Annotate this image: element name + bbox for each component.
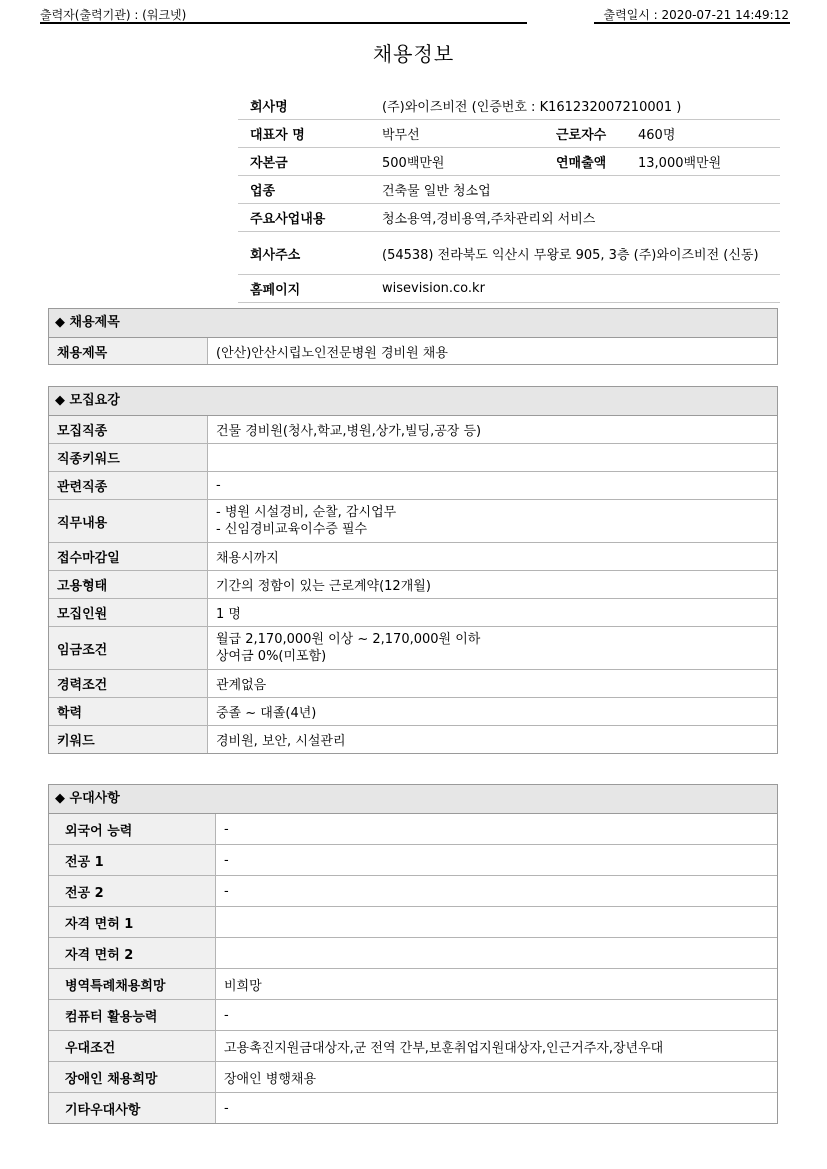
row-label: 병역특례채용희망 [49, 969, 216, 1000]
table-row [49, 907, 777, 938]
row-label: 경력조건 [49, 670, 208, 698]
row-value: - [216, 876, 778, 907]
homepage-value[interactable]: wisevision.co.kr [370, 275, 780, 303]
section-heading: ◆ 우대사항 [49, 785, 777, 814]
business-value: 청소용역,경비용역,주차관리외 서비스 [370, 204, 780, 232]
duty-line-1: - 병원 시설경비, 순찰, 감시업무 [216, 505, 397, 520]
homepage-label: 홈페이지 [238, 275, 370, 303]
row-value [208, 444, 778, 472]
wage-line-2: 상여금 0%(미포함) [216, 649, 327, 664]
ceo-label: 대표자 명 [238, 120, 370, 148]
row-value: 비희망 [216, 969, 778, 1000]
row-value: (안산)안산시립노인전문병원 경비원 채용 [216, 345, 448, 361]
company-name-row [238, 92, 780, 120]
row-label: 기타우대사항 [49, 1093, 216, 1124]
row-value: - [208, 472, 778, 500]
capital-value: 500백만원 [370, 148, 544, 176]
requirements-section [48, 386, 778, 754]
row-label: 관련직종 [49, 472, 208, 500]
row-label: 모집직종 [49, 416, 208, 444]
row-label: 학력 [49, 698, 208, 726]
table-row [49, 938, 777, 969]
company-name-label: 회사명 [238, 92, 370, 120]
ceo-value: 박무선 [370, 120, 544, 148]
row-label: 장애인 채용희망 [49, 1062, 216, 1093]
table-row [49, 543, 777, 571]
row-label: 자격 면허 2 [49, 938, 216, 969]
table-row [49, 444, 777, 472]
table-row [49, 416, 777, 444]
row-value: - [216, 845, 778, 876]
table-row [49, 571, 777, 599]
industry-row [238, 176, 780, 204]
row-value: - [224, 821, 229, 837]
table-row [49, 1093, 777, 1124]
table-row [49, 599, 777, 627]
row-value: 1 명 [208, 599, 778, 627]
row-label: 컴퓨터 활용능력 [49, 1000, 216, 1031]
table-row [49, 726, 777, 754]
employees-label: 근로자수 [544, 120, 626, 148]
row-value [216, 938, 778, 969]
row-value: - [216, 1000, 778, 1031]
header-rule-left [40, 22, 527, 24]
table-row [49, 1062, 777, 1093]
industry-value: 건축물 일반 청소업 [370, 176, 780, 204]
table-row [49, 845, 777, 876]
table-row [49, 1031, 777, 1062]
table-row [49, 876, 777, 907]
page-title: 채용정보 [372, 42, 455, 66]
row-label: 채용제목 [49, 338, 208, 364]
table-row [49, 472, 777, 500]
table-row [49, 338, 777, 364]
address-row [238, 232, 780, 275]
business-row [238, 204, 780, 232]
business-label: 주요사업내용 [238, 204, 370, 232]
row-value: 중졸 ~ 대졸(4년) [208, 698, 778, 726]
preferences-section [48, 784, 778, 1124]
header-rule-right [594, 22, 790, 24]
table-row [49, 670, 777, 698]
row-label: 접수마감일 [49, 543, 208, 571]
homepage-row [238, 275, 780, 303]
section-heading: ◆ 모집요강 [49, 387, 777, 416]
print-agency: 출력자(출력기관) : (워크넷) [40, 8, 187, 22]
wage-line-1: 월급 2,170,000원 이상 ~ 2,170,000원 이하 [216, 632, 481, 647]
row-label: 자격 면허 1 [49, 907, 216, 938]
row-label: 직무내용 [49, 500, 208, 543]
row-value: - [216, 1093, 778, 1124]
capital-label: 자본금 [238, 148, 370, 176]
employees-value: 460명 [626, 120, 780, 148]
table-row [49, 969, 777, 1000]
table-row [49, 1000, 777, 1031]
capital-row [238, 148, 780, 176]
sales-value: 13,000백만원 [626, 148, 780, 176]
row-value [208, 500, 778, 543]
row-label: 전공 2 [49, 876, 216, 907]
row-label: 우대조건 [49, 1031, 216, 1062]
row-value: 건물 경비원(청사,학교,병원,상가,빌딩,공장 등) [216, 424, 482, 439]
row-label: 모집인원 [49, 599, 208, 627]
table-row [49, 627, 777, 670]
row-value: 기간의 정함이 있는 근로계약(12개월) [208, 571, 778, 599]
row-label: 고용형태 [49, 571, 208, 599]
row-value: 장애인 병행채용 [216, 1062, 778, 1093]
row-value [208, 627, 778, 670]
company-info-table [238, 92, 780, 303]
job-title-section [48, 308, 778, 365]
duty-line-2: - 신임경비교육이수증 필수 [216, 522, 368, 537]
print-datetime: 출력일시 : 2020-07-21 14:49:12 [603, 8, 789, 22]
row-value: 관계없음 [208, 670, 778, 698]
row-label: 키워드 [49, 726, 208, 754]
table-row [49, 814, 777, 845]
row-label: 전공 1 [49, 845, 216, 876]
ceo-row [238, 120, 780, 148]
sales-label: 연매출액 [544, 148, 626, 176]
table-row [49, 500, 777, 543]
industry-label: 업종 [238, 176, 370, 204]
section-heading: ◆ 채용제목 [49, 309, 777, 338]
row-label: 임금조건 [49, 627, 208, 670]
company-name-value: (주)와이즈비전 (인증번호 : K161232007210001 ) [370, 92, 780, 120]
address-value: (54538) 전라북도 익산시 무왕로 905, 3층 (주)와이즈비전 (신동) [370, 232, 780, 275]
table-row [49, 698, 777, 726]
row-value: 고용촉진지원금대상자,군 전역 간부,보훈취업지원대상자,인근거주자,장년우대 [216, 1031, 778, 1062]
row-value: 채용시까지 [208, 543, 778, 571]
row-value [216, 907, 778, 938]
row-label: 직종키워드 [49, 444, 208, 472]
address-label: 회사주소 [238, 232, 370, 275]
row-label: 외국어 능력 [49, 814, 216, 845]
row-value: 경비원, 보안, 시설관리 [208, 726, 778, 754]
